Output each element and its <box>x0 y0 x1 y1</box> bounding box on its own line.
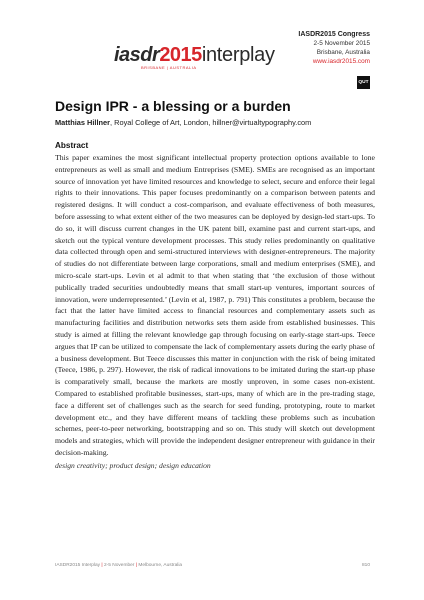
logo-word: interplay <box>201 44 275 66</box>
author-affiliation: , Royal College of Art, London, hillner@virtualtypography.com <box>110 118 312 127</box>
congress-location: Brisbane, Australia <box>316 49 370 56</box>
keywords: design creativity; product design; design education <box>55 460 211 470</box>
page-number: 810 <box>361 563 370 568</box>
footer-congress: IASDR2015 Interplay <box>55 563 101 568</box>
footer-left <box>55 563 182 568</box>
logo-year: 2015 <box>159 44 202 66</box>
paper-body <box>55 98 375 470</box>
congress-url[interactable]: www.iasdr2015.com <box>312 58 370 65</box>
footer-separator: | <box>101 563 103 568</box>
page-footer <box>55 563 370 568</box>
logo-subtitle: BRISBANE | AUSTRALIA <box>141 65 197 70</box>
abstract-heading: Abstract <box>55 141 89 150</box>
author-name: Matthias Hillner <box>55 118 111 127</box>
paper-title: Design IPR - a blessing or a burden <box>55 98 291 114</box>
conference-logo <box>114 44 275 88</box>
logo-brand: iasdr <box>114 44 160 66</box>
abstract-text: This paper examines the most significant intellectual property protection options available to lone entrepreneurs as well as small and medium Entreprises (SME). SMEs are recognised as an important source of innovation yet have limited resources and knowledge to select, secure and enforce their legal rights to their innovations. This paper focuses predominantly on a comparison between patents and registered designs. It will conduct a cost-comparison, and evaluate effectiveness of both measures, before assessing to what extent either of the two measures can be deployed by design-led start-ups. To do so, it will discuss current changes in the UK patent bill, examine past and current start-ups, and sketch out the typical venture development processes. This study relies predominantly on qualitative data collected through open and semi-structured interviews with designer-entrepreneurs. The majority of studies do not differentiate between large corporations, small and medium enterprises (SME), and micro-scale start-ups. Levin et al admit to that when stating that ‘the exclusion of those without publically traded securities undoubtedly means that small start-up ventures, important sources of innovation, were underrepresented.’ (Levin et al, 1987, p. 791) This constitutes a problem, because the fact that the latter have limited access to financial resources and complementary assets such as manufacturing facilities and distribution networks sets them aside from established businesses. This study is aimed at filling the relevant knowledge gap through focusing on early-stage start-ups. Teece argues that IP can be utilized to compensate the lack of complementary assets during the early phase of a business development. But Teece discusses this matter in conjunction with the risk of being imitated (Teece, 1986, p. 297). However, the risk of radical innovations to be imitated during the start-up phase is comparatively small, because the markets are mostly unproven, in some cases non-existent. Compared to established profitable businesses, start-ups, many of which are in the pre-trading stage, face a different set of challenges such as the search for seed funding, prototyping, route to market development etc., and they have different means of tackling these problems such as incubation schemes, peer-to-peer networking, bootstrapping and so on. This study will sketch out development models and strategies, which will provide the independent designer entrepreneur with guidance in their decision-making. <box>55 153 375 457</box>
congress-title: IASDR2015 Congress <box>298 31 370 38</box>
author-line <box>55 118 375 127</box>
congress-info <box>298 30 370 66</box>
congress-dates: 2-5 November 2015 <box>313 40 370 47</box>
footer-place: Melbourne, Australia <box>138 563 183 568</box>
footer-separator: | <box>135 563 137 568</box>
footer-dates: 2-5 November <box>104 563 135 568</box>
qut-badge: QUT <box>357 76 370 89</box>
